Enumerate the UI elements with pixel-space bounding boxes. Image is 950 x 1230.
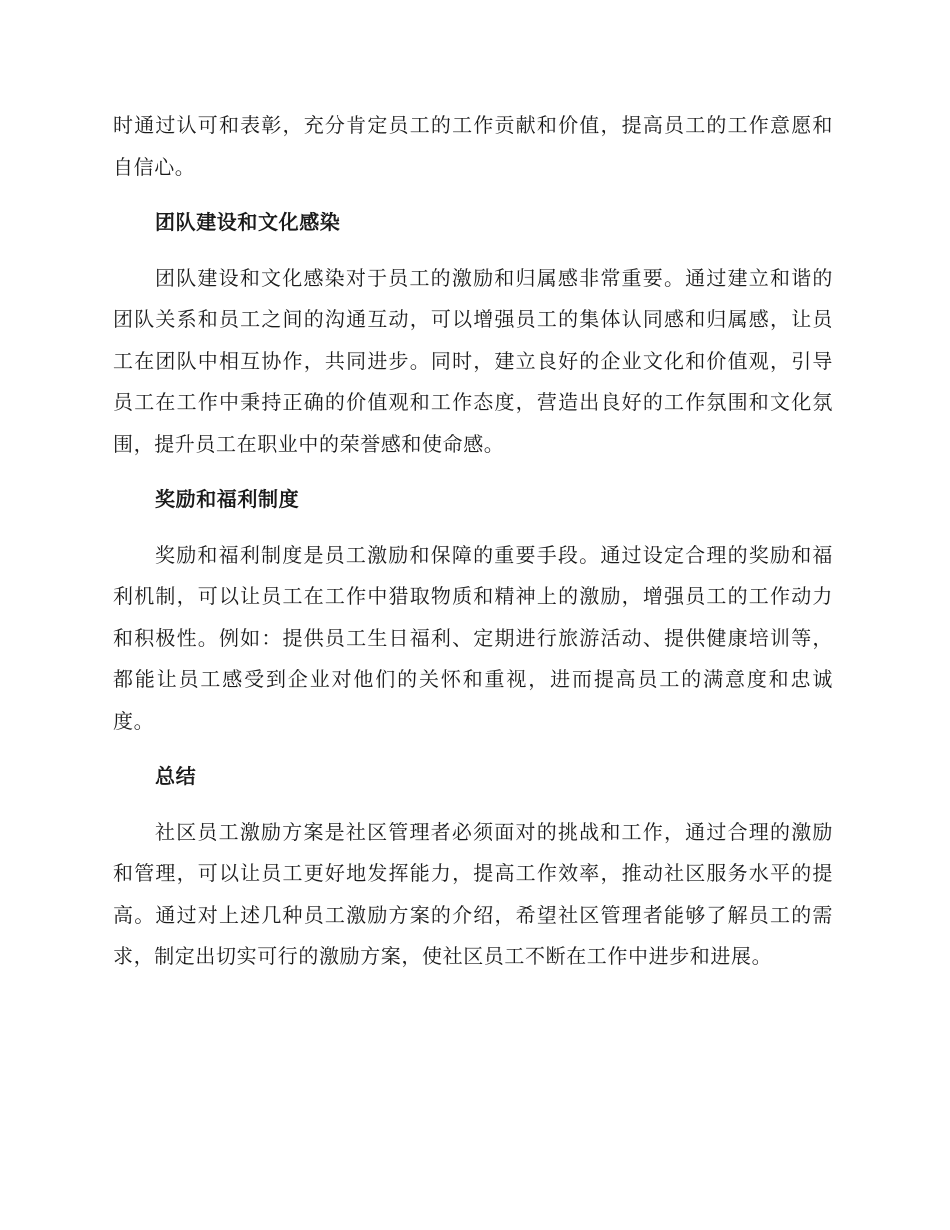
- spacer: [113, 521, 833, 535]
- spacer: [113, 188, 833, 202]
- section-heading-summary: 总结: [155, 764, 197, 788]
- section-heading-rewards: 奖励和福利制度: [155, 487, 300, 511]
- document-body: [113, 105, 833, 978]
- section-body-rewards: 奖励和福利制度是员工激励和保障的重要手段。通过设定合理的奖励和福利机制，可以让员工在工作中猎取物质和精神上的激励，增强员工的工作动力和积极性。例如：提供员工生日福利、定期进行旅游活动、提供健康培训等，都能让员工感受到企业对他们的关怀和重视，进而提高员工的满意度和忠诚度。: [113, 542, 833, 733]
- intro-paragraph: 时通过认可和表彰，充分肯定员工的工作贡献和价值，提高员工的工作意愿和自信心。: [113, 113, 833, 179]
- spacer: [113, 742, 833, 756]
- section-body-team-building: 团队建设和文化感染对于员工的激励和归属感非常重要。通过建立和谐的团队关系和员工之间的沟通互动，可以增强员工的集体认同感和归属感，让员工在团队中相互协作，共同进步。同时，建立良好的企业文化和价值观，引导员工在工作中秉持正确的价值观和工作态度，营造出良好的工作氛围和文化氛围，提升员工在职业中的荣誉感和使命感。: [113, 265, 833, 456]
- section-heading-team-building: 团队建设和文化感染: [155, 210, 341, 234]
- spacer: [113, 244, 833, 258]
- spacer: [113, 798, 833, 812]
- section-body-summary: 社区员工激励方案是社区管理者必须面对的挑战和工作，通过合理的激励和管理，可以让员工更好地发挥能力，提高工作效率，推动社区服务水平的提高。通过对上述几种员工激励方案的介绍，希望社区管理者能够了解员工的需求，制定出切实可行的激励方案，使社区员工不断在工作中进步和进展。: [113, 819, 833, 968]
- spacer: [113, 465, 833, 479]
